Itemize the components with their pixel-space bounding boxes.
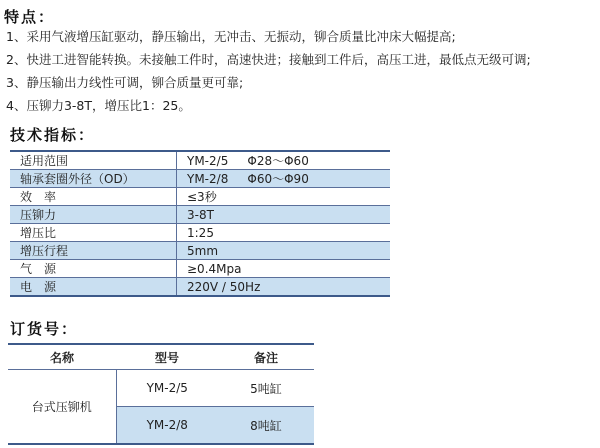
order-header-note: 备注	[218, 344, 314, 370]
spec-row	[10, 151, 390, 170]
order-note: 8吨缸	[218, 407, 314, 445]
spec-row	[10, 260, 390, 278]
specs-table	[10, 150, 390, 297]
spec-row	[10, 278, 390, 297]
spec-value: 1:25	[177, 224, 391, 242]
spec-label: 增压比	[10, 224, 177, 242]
spec-value: YM-2/5 Φ28～Φ60	[177, 151, 391, 170]
specs-heading: 技术指标：	[10, 126, 96, 144]
spec-value: 220V / 50Hz	[177, 278, 391, 297]
order-product-name: 台式压铆机	[8, 370, 116, 445]
spec-value: ≥0.4Mpa	[177, 260, 391, 278]
order-model: YM-2/8	[116, 407, 218, 445]
spec-label: 电 源	[10, 278, 177, 297]
spec-value: YM-2/8 Φ60～Φ90	[177, 170, 391, 188]
spec-row	[10, 242, 390, 260]
feature-item-4: 4、压铆力3-8T，增压比1：25。	[6, 98, 191, 113]
order-header-model: 型号	[116, 344, 218, 370]
spec-value: ≤3秒	[177, 188, 391, 206]
feature-item-2: 2、快进工进智能转换。未接触工件时，高速快进；接触到工件后，高压工进，最低点无级可调;	[6, 52, 531, 67]
spec-label: 轴承套圈外径（OD）	[10, 170, 177, 188]
features-heading: 特点：	[4, 8, 56, 26]
feature-item-3: 3、静压输出力线性可调，铆合质量更可靠;	[6, 75, 244, 90]
spec-value: 3-8T	[177, 206, 391, 224]
spec-row	[10, 170, 390, 188]
order-header-name: 名称	[8, 344, 116, 370]
spec-label: 气 源	[10, 260, 177, 278]
spec-label: 适用范围	[10, 151, 177, 170]
spec-row	[10, 224, 390, 242]
spec-label: 效 率	[10, 188, 177, 206]
order-table	[8, 343, 314, 445]
order-model: YM-2/5	[116, 370, 218, 407]
order-header-row	[8, 344, 314, 370]
order-note: 5吨缸	[218, 370, 314, 407]
spec-label: 增压行程	[10, 242, 177, 260]
spec-label: 压铆力	[10, 206, 177, 224]
spec-value: 5mm	[177, 242, 391, 260]
order-heading: 订货号：	[10, 320, 79, 338]
spec-row	[10, 206, 390, 224]
spec-row	[10, 188, 390, 206]
feature-item-1: 1、采用气液增压缸驱动，静压输出，无冲击、无振动，铆合质量比冲床大幅提高;	[6, 29, 456, 44]
order-row	[8, 370, 314, 407]
